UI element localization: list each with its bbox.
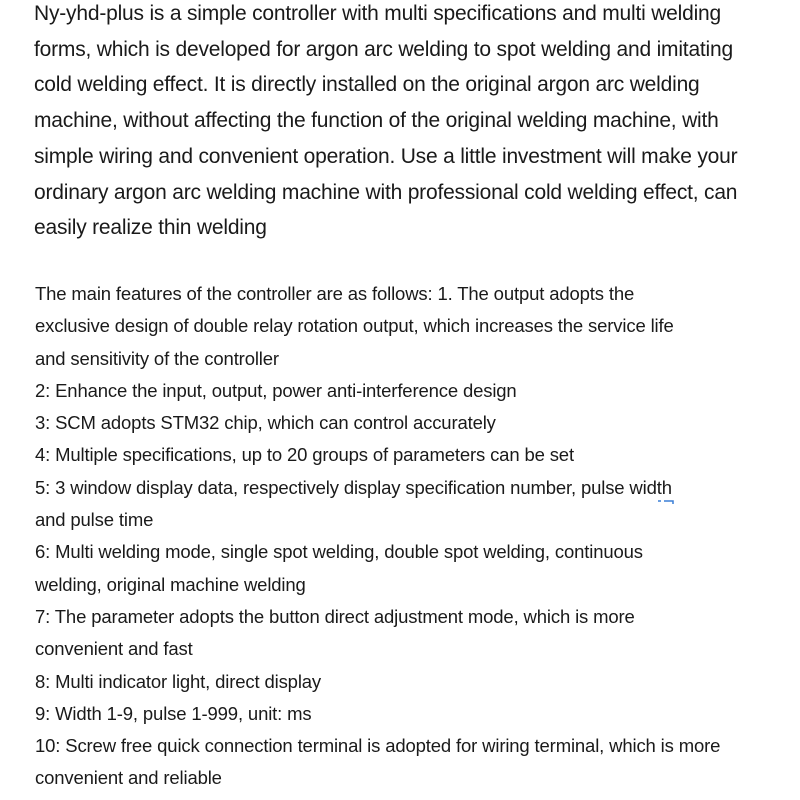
feature-line: 9: Width 1-9, pulse 1-999, unit: ms: [35, 702, 312, 724]
feature-line: convenient and reliable: [35, 767, 222, 789]
intro-line: easily realize thin welding: [34, 216, 267, 240]
feature-line: 4: Multiple specifications, up to 20 groups of parameters can be set: [35, 444, 574, 466]
features-intro-line: exclusive design of double relay rotation output, which increases the service life: [35, 315, 674, 337]
intro-line: forms, which is developed for argon arc welding to spot welding and imitating: [34, 37, 733, 61]
intro-line: Ny-yhd-plus is a simple controller with multi specifications and multi welding: [34, 2, 722, 25]
feature-line: 5: 3 window display data, respectively display specification number, pulse width: [35, 476, 672, 498]
feature-item-10: [35, 730, 775, 795]
feature-line: 3: SCM adopts STM32 chip, which can control accurately: [35, 412, 496, 434]
feature-line: convenient and fast: [35, 638, 193, 660]
feature-item-8: [35, 666, 775, 698]
feature-item-6: [35, 536, 775, 601]
feature-line: welding, original machine welding: [35, 573, 306, 595]
features-intro-line: and sensitivity of the controller: [35, 347, 279, 369]
feature-line: 7: The parameter adopts the button direct adjustment mode, which is more: [35, 605, 635, 627]
feature-line: 2: Enhance the input, output, power anti-interference design: [35, 379, 517, 401]
feature-item-7: [35, 601, 775, 666]
features-section: [35, 278, 775, 795]
intro-line: cold welding effect. It is directly installed on the original argon arc welding: [34, 73, 700, 97]
feature-item-9: [35, 698, 775, 730]
feature-line: 10: Screw free quick connection terminal is adopted for wiring terminal, which is more: [35, 735, 721, 757]
feature-line: 8: Multi indicator light, direct display: [35, 670, 322, 692]
feature-item-4: [35, 439, 775, 471]
feature-item-3: [35, 407, 775, 439]
feature-line: and pulse time: [35, 509, 154, 531]
spellcheck-mark-icon: [657, 499, 675, 505]
feature-line: 6: Multi welding mode, single spot welding, double spot welding, continuous: [35, 541, 643, 563]
intro-line: ordinary argon arc welding machine with professional cold welding effect, can: [34, 180, 738, 204]
intro-line: simple wiring and convenient operation. Use a little investment will make your: [34, 144, 738, 168]
intro-line: machine, without affecting the function of the original welding machine, with: [34, 109, 719, 133]
features-intro: [35, 278, 775, 375]
feature-item-2: [35, 375, 775, 407]
intro-paragraph: [34, 0, 774, 246]
features-intro-line: The main features of the controller are as follows: 1. The output adopts the: [35, 283, 635, 304]
